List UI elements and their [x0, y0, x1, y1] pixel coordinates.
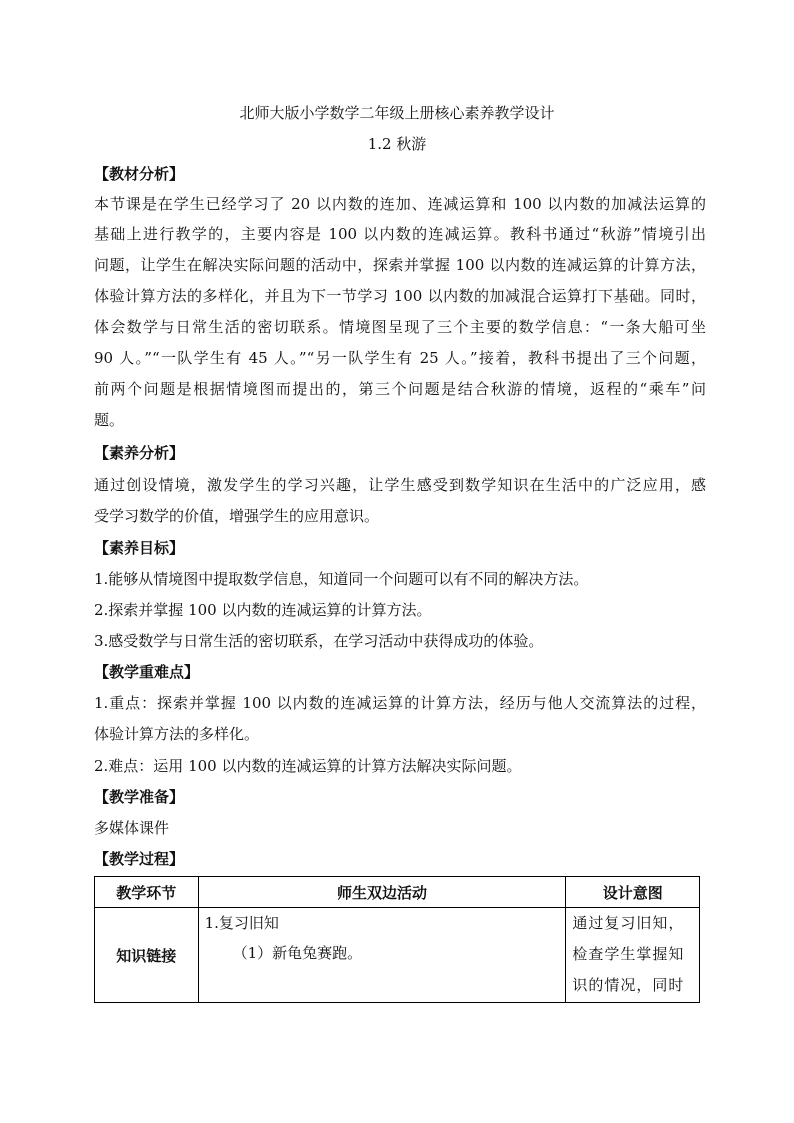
activity-line: 1.复习旧知	[204, 914, 279, 932]
key-point-item: 体验计算方法的多样化。	[94, 725, 260, 743]
paragraph-line: 题。	[94, 411, 125, 429]
paragraph-line: 体会数学与日常生活的密切联系。情境图呈现了三个主要的数学信息：“一条大船可坐	[94, 318, 706, 336]
paragraph-line: 本节课是在学生已经学习了 20 以内数的连加、连减运算和 100 以内数的加减法运算的	[94, 195, 706, 213]
intent-cell	[566, 908, 700, 1003]
preparation-text: 多媒体课件	[94, 819, 170, 837]
paragraph-line: 通过创设情境，激发学生的学习兴趣，让学生感受到数学知识在生活中的广泛应用，感	[94, 476, 706, 494]
section-heading-material-analysis: 【教材分析】	[94, 165, 185, 183]
section-heading-key-points: 【教学重难点】	[94, 663, 200, 681]
activity-cell	[198, 908, 566, 1003]
intent-line: 识的情况，同时	[572, 976, 685, 994]
goal-item: 3.感受数学与日常生活的密切联系，在学习活动中获得成功的体验。	[94, 632, 544, 650]
teaching-process-table	[94, 876, 700, 1003]
table-header-row	[95, 877, 700, 908]
paragraph-line: 受学习数学的价值，增强学生的应用意识。	[94, 507, 380, 525]
paragraph-line: 问题，让学生在解决实际问题的活动中，探索并掌握 100 以内数的连减运算的计算方法，	[94, 256, 706, 274]
paragraph-line: 基础上进行教学的，主要内容是 100 以内数的连减运算。教科书通过“秋游”情境引出	[94, 225, 706, 243]
lesson-title: 1.2 秋游	[367, 135, 427, 153]
key-point-item: 1.重点：探索并掌握 100 以内数的连减运算的计算方法，经历与他人交流算法的过程，	[94, 694, 706, 712]
stage-cell: 知识链接	[95, 908, 199, 1003]
key-point-item: 2.难点：运用 100 以内数的连减运算的计算方法解决实际问题。	[94, 757, 522, 775]
table-row	[95, 908, 700, 1003]
table-header-cell: 师生双边活动	[198, 877, 566, 908]
activity-line: （1）新龟兔赛跑。	[232, 944, 363, 962]
document-title: 北师大版小学数学二年级上册核心素养教学设计	[239, 104, 555, 122]
paragraph-line: 体验计算方法的多样化，并且为下一节学习 100 以内数的加减混合运算打下基础。同时，	[94, 287, 706, 305]
goal-item: 2.探索并掌握 100 以内数的连减运算的计算方法。	[94, 601, 432, 619]
intent-line: 通过复习旧知，	[572, 914, 685, 932]
section-heading-literacy-analysis: 【素养分析】	[94, 444, 185, 462]
section-heading-process: 【教学过程】	[94, 850, 185, 868]
intent-line: 检查学生掌握知	[572, 945, 685, 963]
goal-item: 1.能够从情境图中提取数学信息，知道同一个问题可以有不同的解决方法。	[94, 570, 589, 588]
section-heading-preparation: 【教学准备】	[94, 788, 185, 806]
table-header-cell: 设计意图	[566, 877, 700, 908]
section-heading-literacy-goals: 【素养目标】	[94, 539, 185, 557]
paragraph-line: 前两个问题是根据情境图而提出的，第三个问题是结合秋游的情境，返程的“乘车”问	[94, 380, 706, 398]
paragraph-line: 90 人。”“一队学生有 45 人。”“另一队学生有 25 人。”接着，教科书提出了三个问题，	[94, 349, 706, 367]
table-header-cell: 教学环节	[95, 877, 199, 908]
